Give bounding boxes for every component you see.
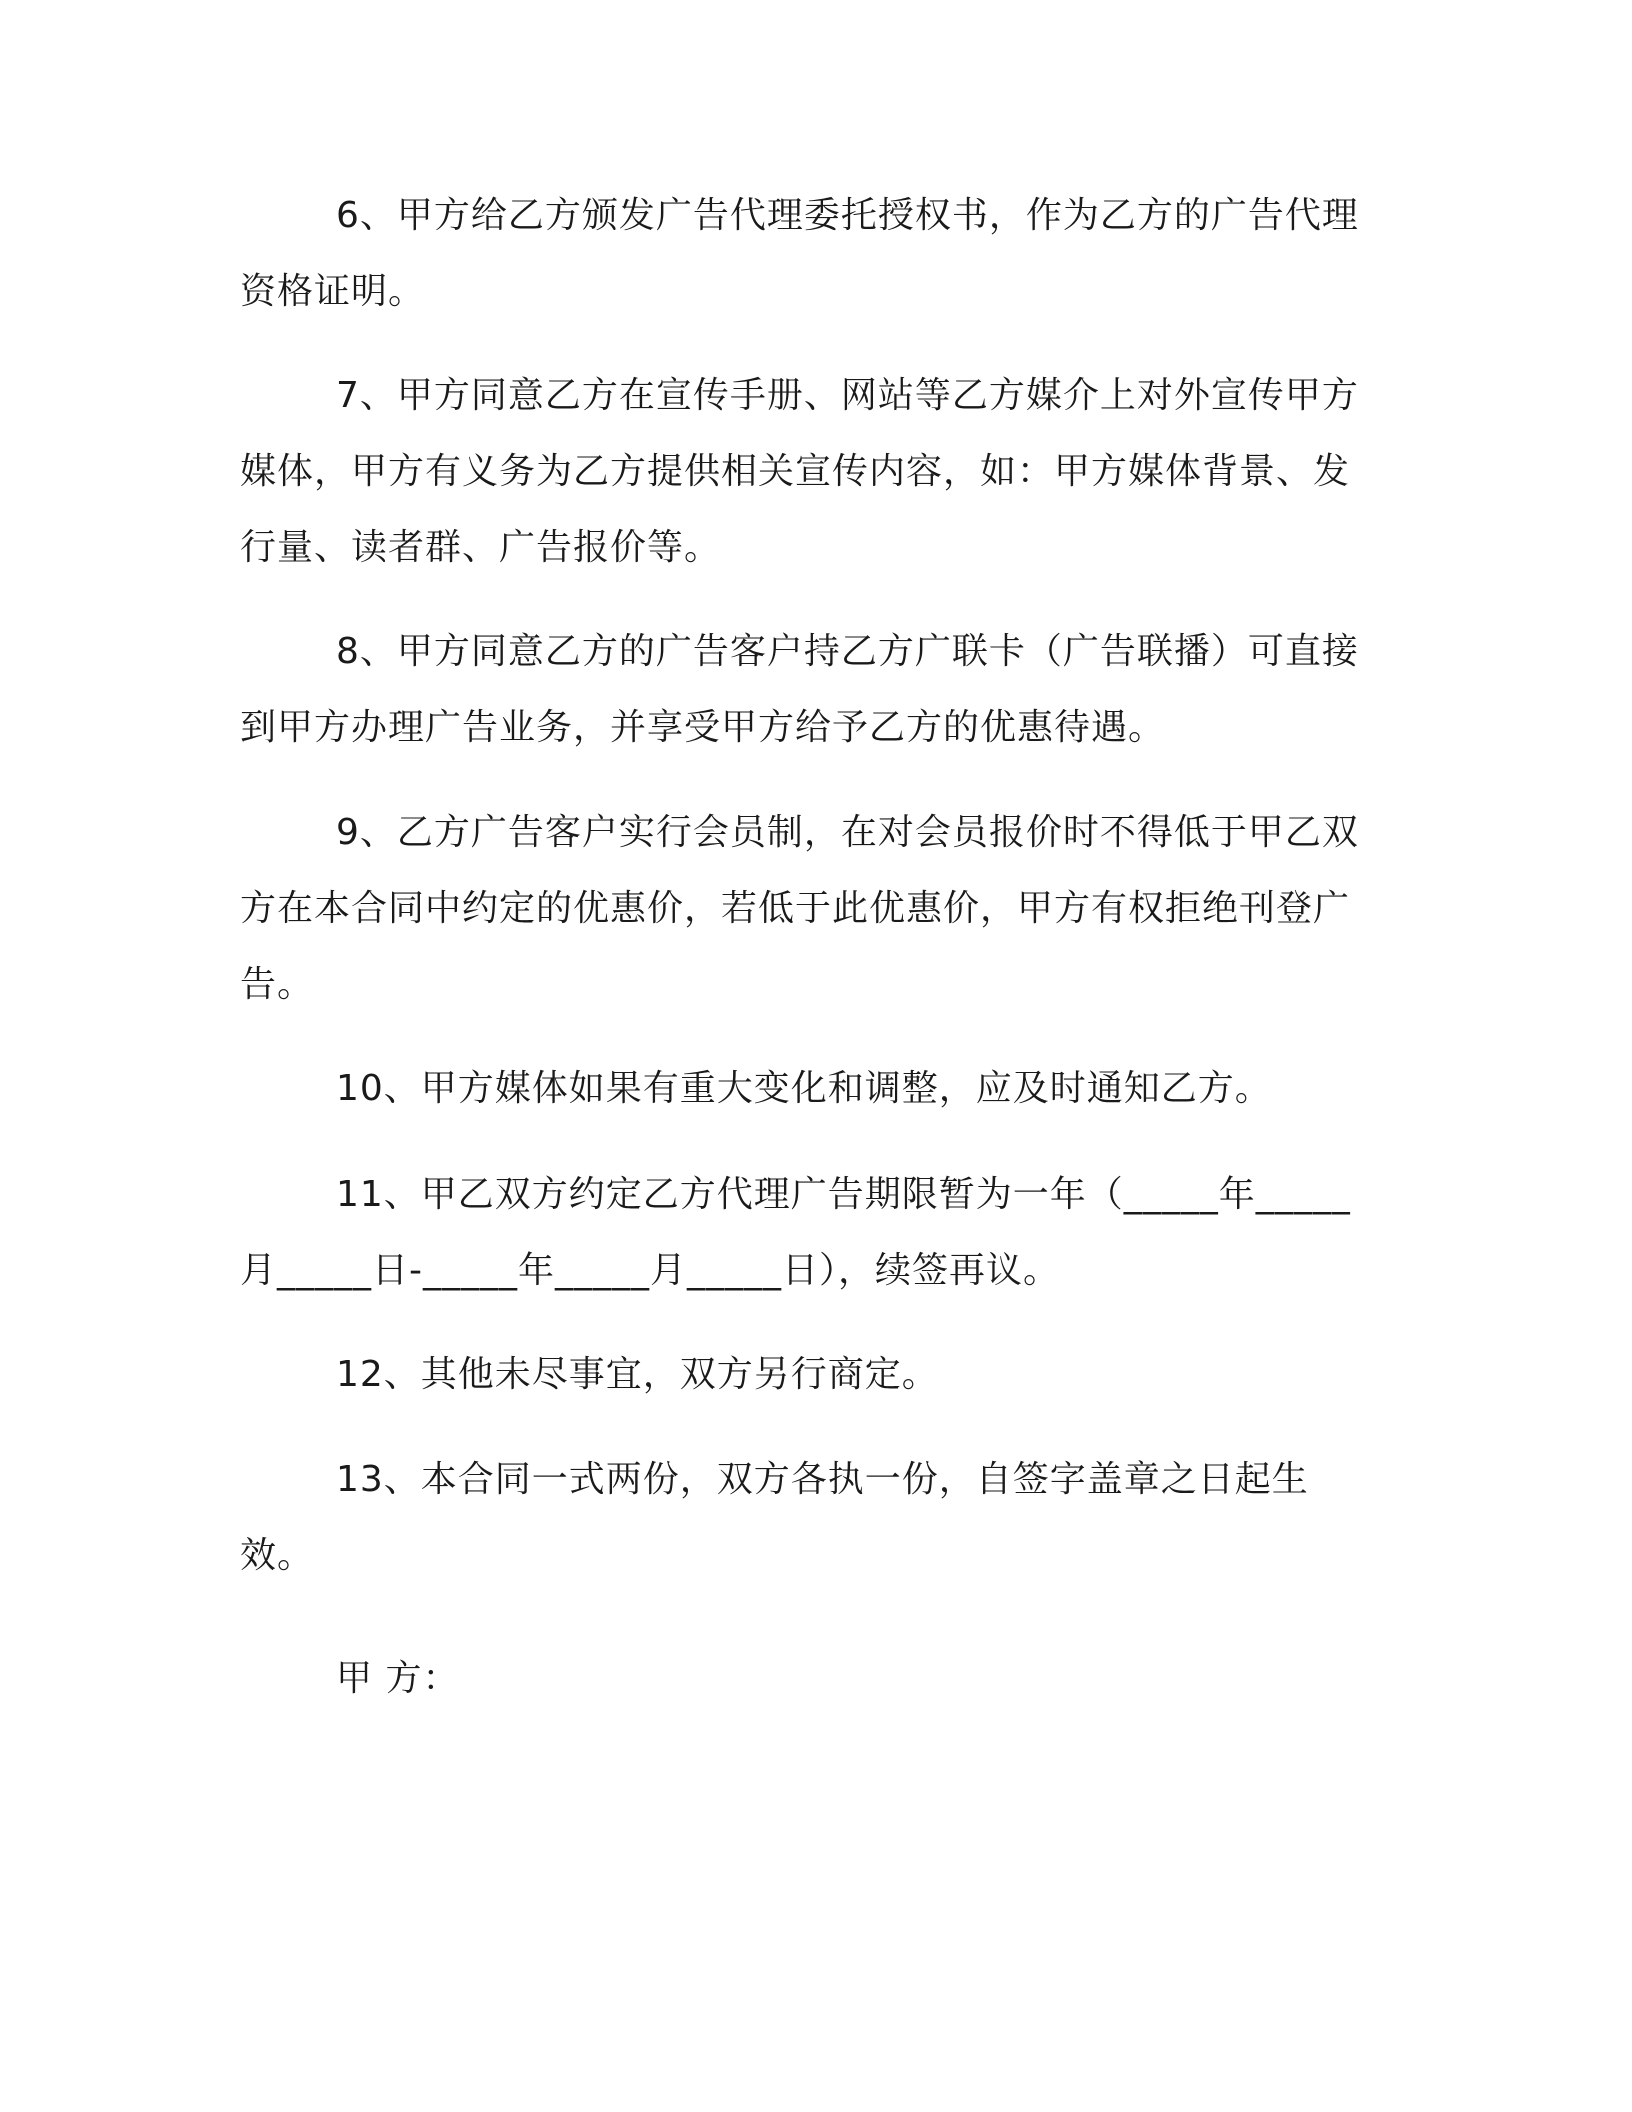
- clause-13: 13、本合同一式两份，双方各执一份，自签字盖章之日起生效。: [240, 1459, 1309, 1576]
- clause-8: 8、甲方同意乙方的广告客户持乙方广联卡（广告联播）可直接到甲方办理广告业务，并享受甲方给予乙方的优惠待遇。: [240, 631, 1359, 748]
- clause-9: 9、乙方广告客户实行会员制，在对会员报价时不得低于甲乙双方在本合同中约定的优惠价，若低于此优惠价，甲方有权拒绝刊登广告。: [240, 812, 1359, 1005]
- signature-party-a-label: 甲 方：: [336, 1658, 460, 1699]
- clause-7: 7、甲方同意乙方在宣传手册、网站等乙方媒介上对外宣传甲方媒体，甲方有义务为乙方提供相关宣传内容，如：甲方媒体背景、发行量、读者群、广告报价等。: [240, 375, 1359, 568]
- clause-11: 11、甲乙双方约定乙方代理广告期限暂为一年（_____年_____月_____日-_____年_____月_____日），续签再议。: [240, 1174, 1351, 1291]
- clause-6: 6、甲方给乙方颁发广告代理委托授权书，作为乙方的广告代理资格证明。: [240, 195, 1359, 312]
- clause-10: 10、甲方媒体如果有重大变化和调整，应及时通知乙方。: [336, 1068, 1272, 1109]
- clause-12: 12、其他未尽事宜，双方另行商定。: [336, 1354, 939, 1395]
